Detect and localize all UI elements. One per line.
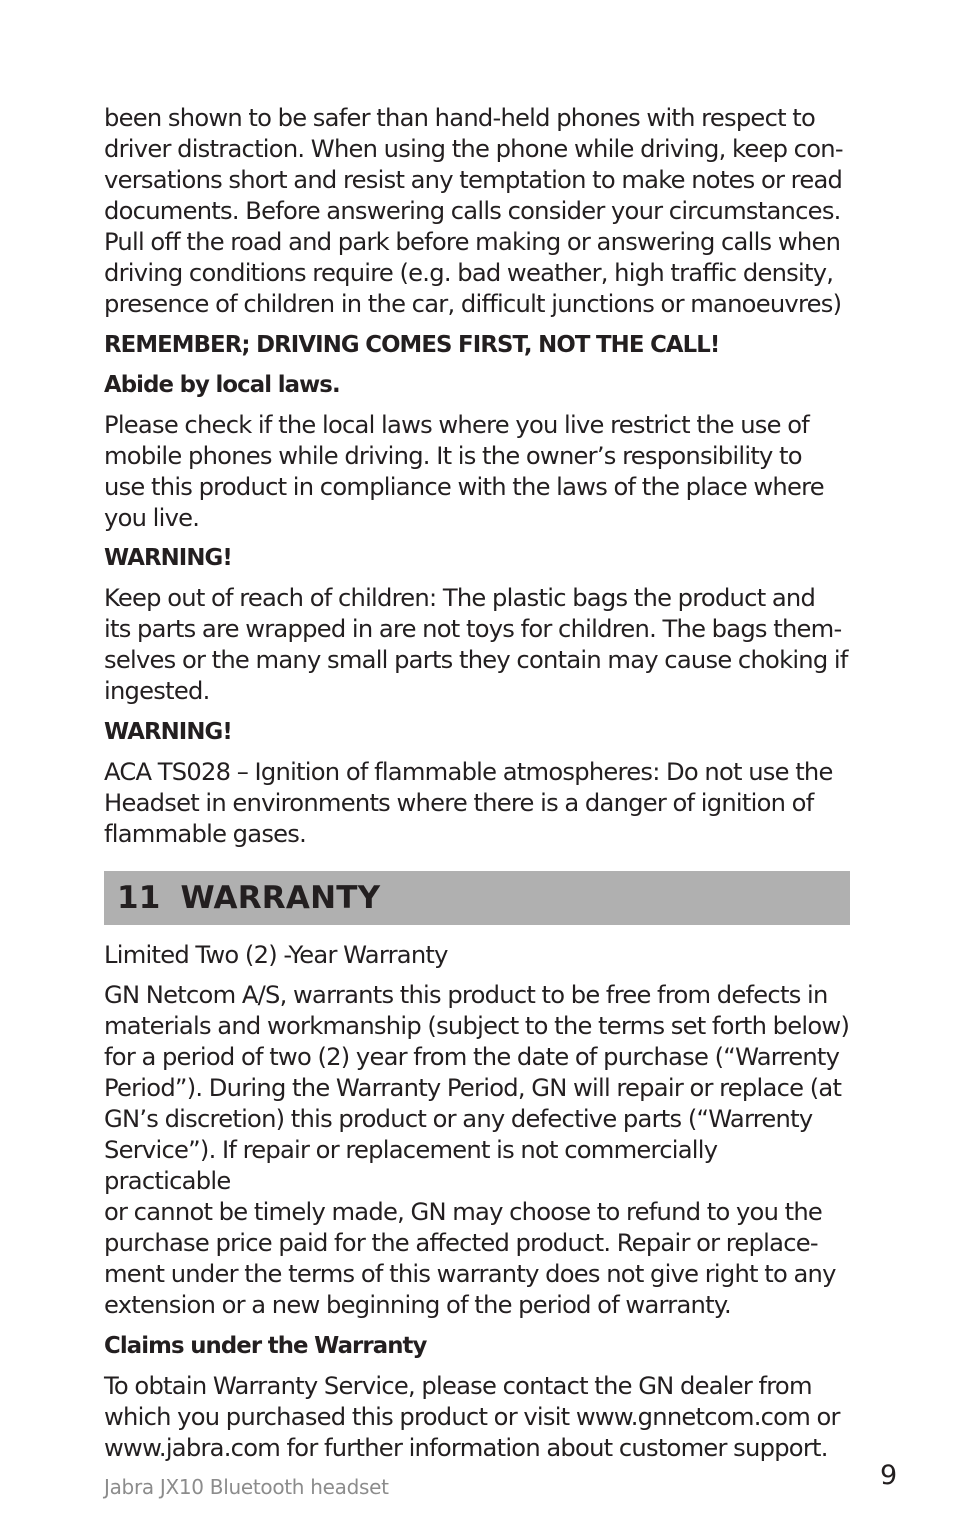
section-title: WARRANTY — [180, 880, 381, 916]
laws-paragraph: Please check if the local laws where you live restrict the use of mobile phones while driving. It is the owner’s responsibility to use this product in compliance with the laws of the place where you live. — [104, 411, 824, 532]
intro-paragraph: been shown to be safer than hand-held phones with respect to driver distraction. When using the phone while driving, keep con- versations short and resist any temptation to make notes or read documents. Before answering calls consider your circumstances. Pull off the road and park before making or answering calls when driving conditions require (e.g. bad weather, high traffic density, presence of children in the car, difficult junctions or manoeuvres) — [104, 104, 843, 318]
warranty-subtitle: Limited Two (2) -Year Warranty — [104, 941, 448, 969]
section-heading-bar — [104, 871, 850, 925]
warranty-paragraph: GN Netcom A/S, warrants this product to be free from defects in materials and workmanship (subject to the terms set forth below) for a period of two (2) year from the date of purchase (“Warrenty Period”). During the Warranty Period, GN will repair or replace (at GN’s discretion) this product or any defective parts (“Warrenty Service”). If repair or replacement is not commercially practicable or cannot be timely made, GN may choose to refund to you the purchase price paid for the affected product. Repair or replace- ment under the terms of this warranty does not give right to any extension or a new beginning of the period of warranty. — [104, 981, 850, 1319]
claims-paragraph: To obtain Warranty Service, please contact the GN dealer from which you purchased this product or visit www.gnnetcom.com or www.jabra.com for further information about customer support. — [104, 1372, 840, 1462]
claims-heading: Claims under the Warranty — [104, 1333, 427, 1359]
section-number: 11 — [117, 880, 161, 916]
warning-paragraph-2: ACA TS028 – Ignition of flammable atmospheres: Do not use the Headset in environments where there is a danger of ignition of flammable gases. — [104, 758, 833, 848]
footer-product-label: Jabra JX10 Bluetooth headset — [104, 1475, 389, 1499]
page-number: 9 — [880, 1460, 898, 1491]
laws-heading: Abide by local laws. — [104, 372, 340, 398]
remember-heading: REMEMBER; DRIVING COMES FIRST, NOT THE CALL! — [104, 332, 720, 358]
warning-heading-1: WARNING! — [104, 545, 232, 571]
warning-heading-2: WARNING! — [104, 719, 232, 745]
warning-paragraph-1: Keep out of reach of children: The plastic bags the product and its parts are wrapped in are not toys for children. The bags them- selves or the many small parts they contain may cause choking if ingested. — [104, 584, 848, 705]
page-content — [104, 103, 850, 1464]
